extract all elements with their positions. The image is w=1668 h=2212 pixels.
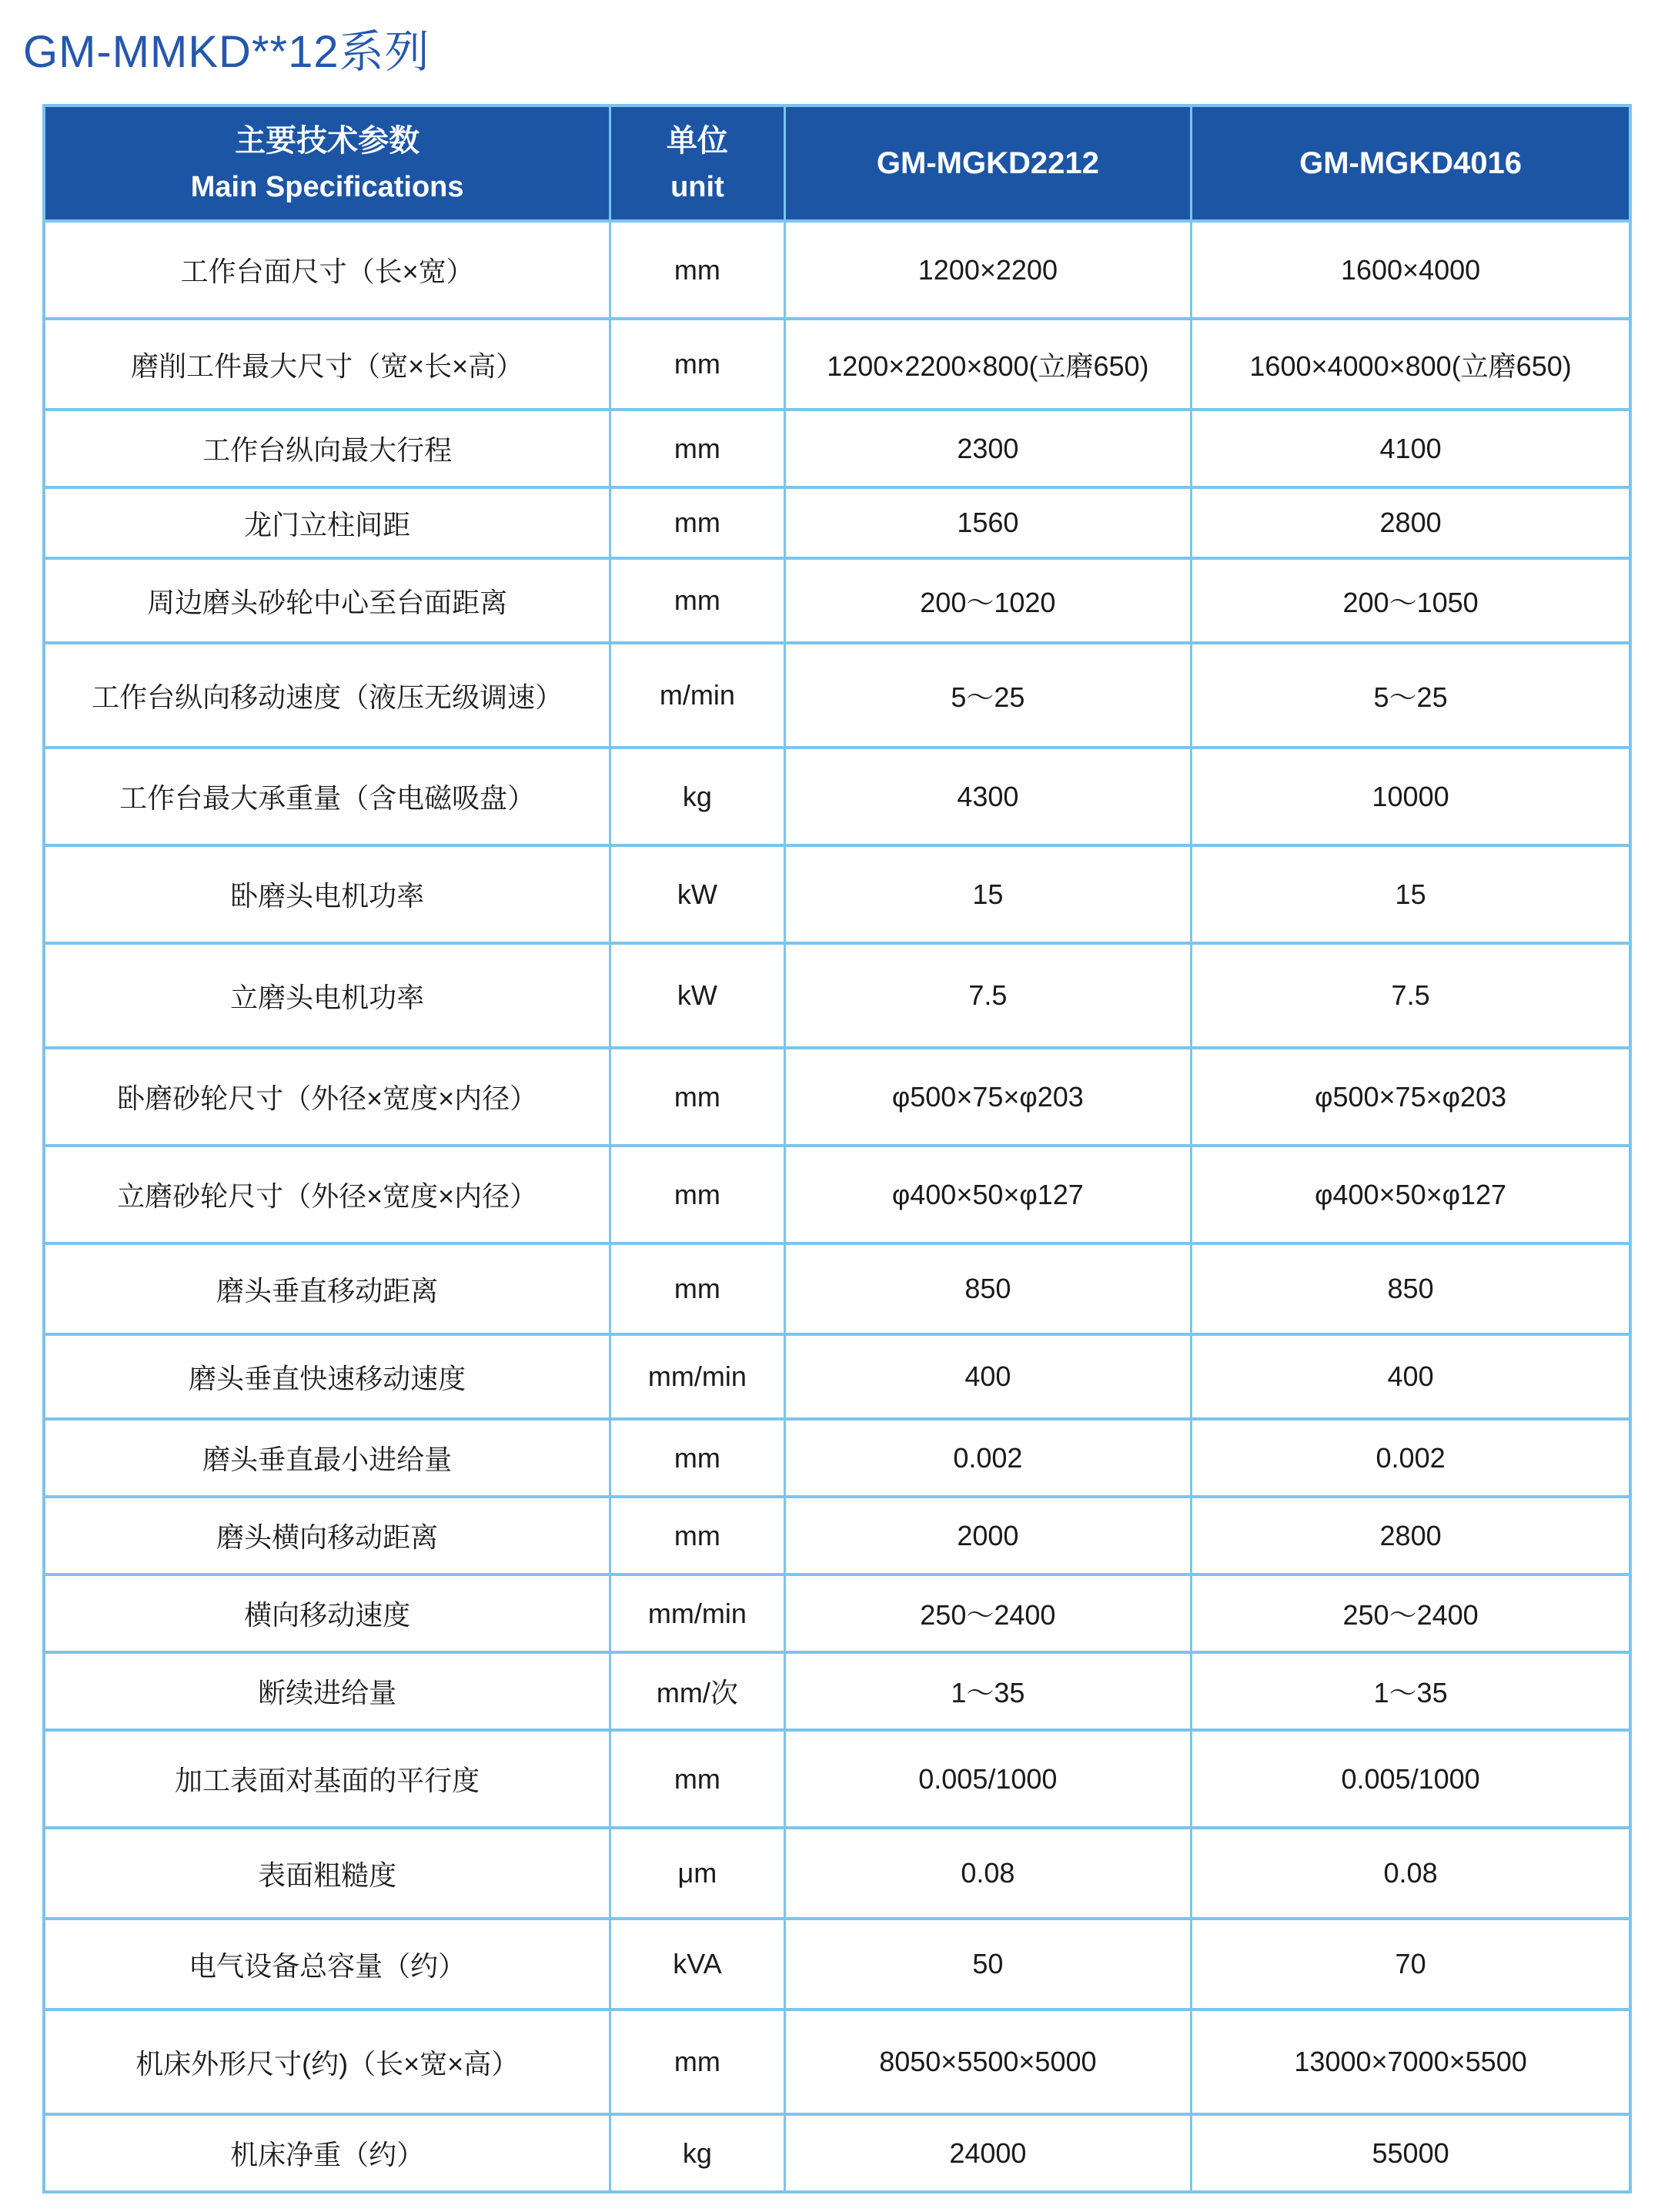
spec-unit: mm [609,2011,783,2113]
spec-value-mgkd4016: φ500×75×φ203 [1190,1049,1629,1144]
spec-value-mgkd4016: 250～2400 [1190,1576,1629,1651]
spec-label: 表面粗糙度 [258,1859,397,1891]
spec-value-mgkd2212: 7.5 [784,945,1191,1046]
spec-label: 周边磨头砂轮中心至台面距离 [147,586,508,618]
spec-value-mgkd2212: φ500×75×φ203 [784,1049,1191,1144]
spec-label: 卧磨砂轮尺寸（外径×宽度×内径） [117,1083,538,1114]
spec-value-mgkd2212: 1200×2200×800(立磨650) [784,320,1191,408]
spec-row [45,1495,1629,1573]
spec-value-mgkd4016: 400 [1190,1336,1629,1417]
spec-unit: mm [609,411,783,486]
spec-value-mgkd2212: 0.002 [784,1421,1191,1495]
spec-value-mgkd2212: 1～35 [784,1654,1191,1728]
spec-value-mgkd4016: 0.002 [1190,1421,1629,1495]
spec-unit: kg [609,749,783,844]
spec-label: 磨头横向移动距离 [216,1521,439,1553]
spec-unit: mm [609,223,783,317]
spec-value-mgkd4016: 0.08 [1190,1829,1629,1917]
spec-label: 横向移动速度 [244,1599,411,1631]
spec-value-mgkd2212: 400 [784,1336,1191,1417]
spec-label: 立磨砂轮尺寸（外径×宽度×内径） [117,1180,538,1212]
spec-row [45,1573,1629,1651]
spec-unit: mm [609,489,783,557]
spec-row [45,486,1629,557]
header-cell-model-2 [1190,107,1629,219]
spec-row [45,1144,1629,1242]
spec-label: 工作台纵向移动速度（液压无级调速） [92,681,563,713]
spec-value-mgkd4016: 15 [1190,847,1629,942]
spec-unit: kVA [609,1920,783,2008]
specifications-table [42,104,1632,2194]
spec-unit: mm/次 [609,1654,783,1728]
spec-value-mgkd2212: 15 [784,847,1191,942]
spec-row [45,746,1629,844]
spec-unit: mm [609,560,783,641]
spec-label: 机床净重（约） [230,2139,425,2170]
header-cell-model-1 [784,107,1191,219]
spec-label: 立磨头电机功率 [230,981,425,1013]
spec-value-mgkd2212: 24000 [784,2116,1191,2190]
spec-label: 断续进给量 [258,1677,397,1708]
spec-value-mgkd2212: 200～1020 [784,560,1191,641]
spec-unit: mm [609,1049,783,1144]
spec-value-mgkd4016: 13000×7000×5500 [1190,2011,1629,2113]
spec-value-mgkd4016: 2800 [1190,1498,1629,1573]
spec-label: 磨头垂直移动距离 [216,1274,439,1307]
spec-unit: mm [609,320,783,408]
spec-value-mgkd4016: 7.5 [1190,945,1629,1046]
spec-value-mgkd2212: 50 [784,1920,1191,2008]
spec-value-mgkd2212: 8050×5500×5000 [784,2011,1191,2113]
spec-row [45,1826,1629,1917]
spec-row [45,1333,1629,1417]
spec-value-mgkd4016: 1600×4000×800(立磨650) [1190,320,1629,408]
spec-unit: mm/min [609,1336,783,1417]
spec-unit: m/min [609,644,783,746]
spec-value-mgkd4016: 0.005/1000 [1190,1732,1629,1826]
spec-row [45,1417,1629,1495]
page-title: GM-MMKD**12系列 [23,27,430,77]
spec-row [45,1917,1629,2008]
spec-value-mgkd4016: 55000 [1190,2116,1629,2190]
spec-value-mgkd2212: φ400×50×φ127 [784,1147,1191,1242]
header-model-2-label: GM-MGKD4016 [1299,146,1523,180]
spec-row [45,557,1629,641]
spec-value-mgkd4016: 70 [1190,1920,1629,2008]
spec-value-mgkd4016: 850 [1190,1245,1629,1333]
header-cell-unit [609,107,783,219]
spec-unit: mm [609,1147,783,1242]
spec-label: 机床外形尺寸(约)（长×宽×高） [135,2047,520,2080]
spec-value-mgkd4016: 5～25 [1190,644,1629,746]
header-model-1-label: GM-MGKD2212 [876,146,1099,180]
spec-row [45,1651,1629,1728]
spec-value-mgkd2212: 0.005/1000 [784,1732,1191,1826]
header-cell-parameters [45,107,609,219]
spec-value-mgkd4016: 2800 [1190,489,1629,557]
spec-value-mgkd2212: 250～2400 [784,1576,1191,1651]
spec-label: 工作台纵向最大行程 [202,434,453,466]
spec-row [45,1728,1629,1826]
spec-unit: kW [609,847,783,942]
spec-value-mgkd2212: 1200×2200 [784,223,1191,317]
spec-row [45,2008,1629,2113]
spec-row [45,844,1629,942]
spec-value-mgkd2212: 2000 [784,1498,1191,1573]
spec-label: 电气设备总容量（约） [189,1949,466,1982]
spec-row [45,942,1629,1046]
table-body [45,219,1629,2190]
spec-unit: kg [609,2116,783,2190]
header-parameters-cn: 主要技术参数 [235,123,420,158]
header-parameters-en: Main Specifications [190,170,464,203]
spec-label: 工作台最大承重量（含电磁吸盘） [119,782,536,814]
spec-value-mgkd4016: 1～35 [1190,1654,1629,1728]
spec-label: 加工表面对基面的平行度 [175,1765,480,1796]
spec-label: 龙门立柱间距 [244,508,411,540]
spec-row [45,408,1629,486]
spec-value-mgkd2212: 1560 [784,489,1191,557]
spec-label: 磨头垂直快速移动速度 [189,1362,466,1394]
spec-value-mgkd2212: 5～25 [784,644,1191,746]
spec-unit: mm/min [609,1576,783,1651]
spec-row [45,219,1629,317]
spec-label: 工作台面尺寸（长×宽） [180,256,474,287]
header-unit-en: unit [670,170,724,203]
spec-row [45,1046,1629,1144]
spec-label: 磨头垂直最小进给量 [202,1444,453,1475]
spec-value-mgkd2212: 4300 [784,749,1191,844]
spec-row [45,2113,1629,2190]
spec-value-mgkd2212: 2300 [784,411,1191,486]
spec-value-mgkd4016: 1600×4000 [1190,223,1629,317]
spec-value-mgkd4016: 10000 [1190,749,1629,844]
spec-value-mgkd2212: 0.08 [784,1829,1191,1917]
spec-value-mgkd4016: 200～1050 [1190,560,1629,641]
spec-label: 卧磨头电机功率 [230,880,425,912]
spec-unit: mm [609,1245,783,1333]
spec-value-mgkd4016: φ400×50×φ127 [1190,1147,1629,1242]
spec-row [45,1242,1629,1333]
spec-unit: kW [609,945,783,1046]
header-unit-cn: 单位 [666,123,728,158]
spec-unit: mm [609,1732,783,1826]
spec-unit: mm [609,1498,783,1573]
spec-unit: μm [609,1829,783,1917]
spec-value-mgkd2212: 850 [784,1245,1191,1333]
spec-unit: mm [609,1421,783,1495]
spec-value-mgkd4016: 4100 [1190,411,1629,486]
spec-row [45,317,1629,408]
table-header-row [45,107,1629,219]
spec-label: 磨削工件最大尺寸（宽×长×高） [131,350,524,382]
spec-row [45,641,1629,746]
